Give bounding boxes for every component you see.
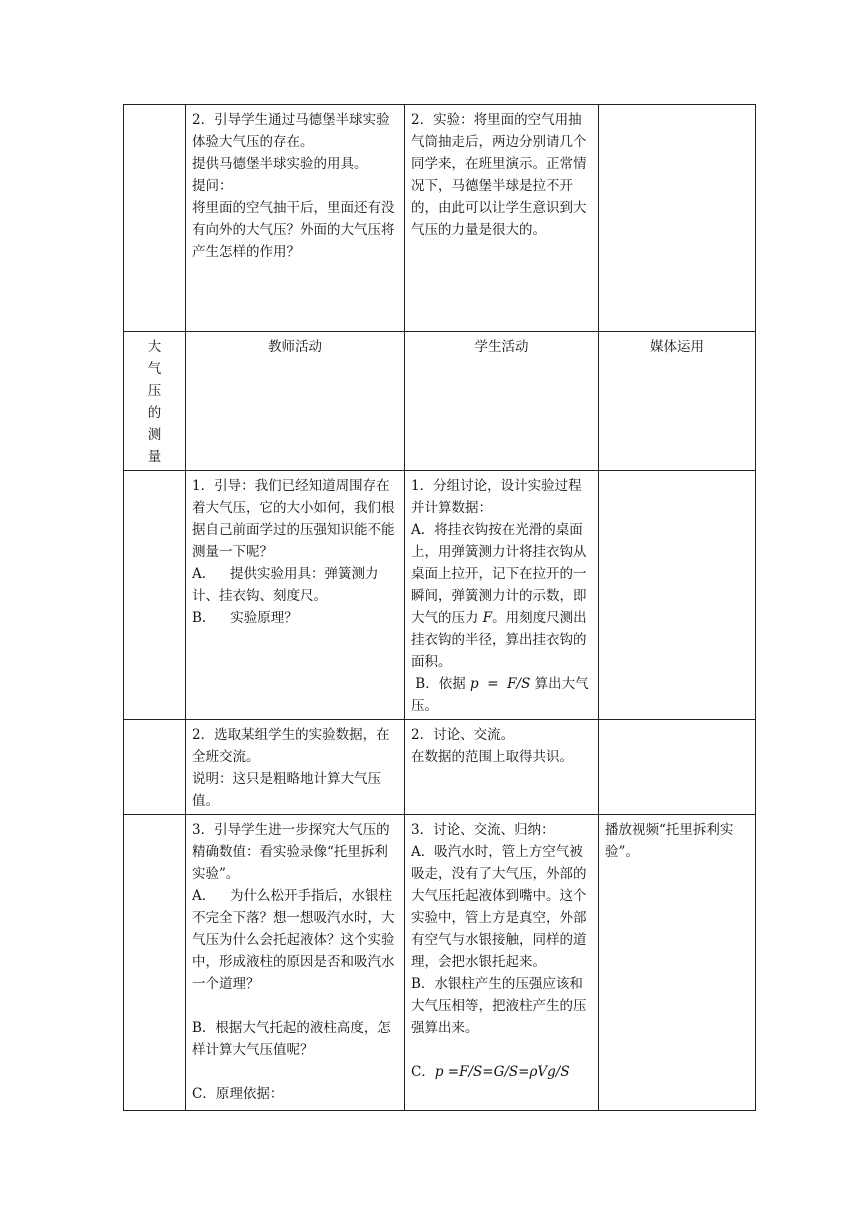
cell-text: C．原理依据： <box>192 1086 284 1102</box>
cell-text: 1．引导：我们已经知道周围存在着大气压，它的大小如何，我们根据自己前面学过的压强知识能不能测量一下呢？ <box>192 478 395 560</box>
cell-text: 1．分组讨论，设计实验过程并计算数据： <box>411 478 582 516</box>
cell-text: B．依据 p = F/S 算出大气压。 <box>411 676 589 714</box>
table-row <box>124 815 756 1111</box>
section-cell <box>124 815 186 1111</box>
cell-text: 提供马德堡半球实验的用具。 <box>192 156 368 172</box>
cell-text: 播放视频“托里拆利实验”。 <box>605 822 734 860</box>
header-student-activity: 学生活动 <box>405 332 599 471</box>
cell-text: A. 提供实验用具：弹簧测力计、挂衣钩、刻度尺。 <box>192 566 379 604</box>
cell-text: 2．实验：将里面的空气用抽气筒抽走后，两边分别请几个同学来，在班里演示。正常情况下，马德堡半球是拉不开的，由此可以让学生意识到大气压的力量是很大的。 <box>411 112 587 238</box>
cell-text: 2．引导学生通过马德堡半球实验体验大气压的存在。 <box>192 112 390 150</box>
table-row <box>124 105 756 332</box>
section-cell <box>124 471 186 720</box>
header-media-use: 媒体运用 <box>599 332 756 471</box>
cell-text: A．吸汽水时，管上方空气被吸走，没有了大气压，外部的大气压托起液体到嘴中。这个实验中，管上方是真空，外部有空气与水银接触，同样的道理，会把水银托起来。 <box>411 844 587 970</box>
cell-text: A. 为什么松开手指后，水银柱不完全下落？想一想吸汽水时，大气压为什么会托起液体？这个实验中，形成液柱的原因是否和吸汽水一个道理？ <box>192 888 395 992</box>
teacher-activity-cell <box>186 815 405 1111</box>
media-cell <box>599 815 756 1111</box>
lesson-plan-table <box>123 104 756 1111</box>
table-row <box>124 471 756 720</box>
section-cell <box>124 720 186 815</box>
cell-text: B．水银柱产生的压强应该和大气压相等，把液柱产生的压强算出来。 <box>411 976 587 1036</box>
teacher-activity-cell <box>186 720 405 815</box>
teacher-activity-cell <box>186 105 405 332</box>
cell-text: 在数据的范围上取得共识。 <box>411 749 573 765</box>
cell-text: 说明：这只是粗略地计算大气压值。 <box>192 771 381 809</box>
cell-text: 2．讨论、交流。 <box>411 727 515 743</box>
cell-text: C．p =F/S=G/S=ρVg/S <box>411 1064 570 1080</box>
teacher-activity-cell <box>186 471 405 720</box>
cell-text: 将里面的空气抽干后，里面还有没有向外的大气压？外面的大气压将产生怎样的作用？ <box>192 200 395 260</box>
cell-text: B．根据大气托起的液柱高度，怎样计算大气压值呢？ <box>192 1020 391 1058</box>
student-activity-cell <box>405 105 599 332</box>
student-activity-cell <box>405 720 599 815</box>
student-activity-cell <box>405 471 599 720</box>
table-row <box>124 720 756 815</box>
media-cell <box>599 720 756 815</box>
cell-text: A．将挂衣钩按在光滑的桌面上，用弹簧测力计将挂衣钩从桌面上拉开，记下在拉开的一瞬间，弹簧测力计的示数，即大气的压力 F。用刻度尺测出挂衣钩的半径，算出挂衣钩的面积。 <box>411 522 587 670</box>
cell-text: 3．引导学生进一步探究大气压的精确数值：看实验录像“托里拆利实验”。 <box>192 822 390 882</box>
section-cell <box>124 105 186 332</box>
student-activity-cell <box>405 815 599 1111</box>
cell-text: B. 实验原理？ <box>192 610 298 626</box>
cell-text: 2．选取某组学生的实验数据，在全班交流。 <box>192 727 390 765</box>
header-teacher-activity: 教师活动 <box>186 332 405 471</box>
media-cell <box>599 105 756 332</box>
table-header-row <box>124 332 756 471</box>
cell-text: 提问： <box>192 178 233 194</box>
cell-text: 3．讨论、交流、归纳： <box>411 822 555 838</box>
media-cell <box>599 471 756 720</box>
section-title: 大 气 压 的 测 量 <box>124 332 186 471</box>
